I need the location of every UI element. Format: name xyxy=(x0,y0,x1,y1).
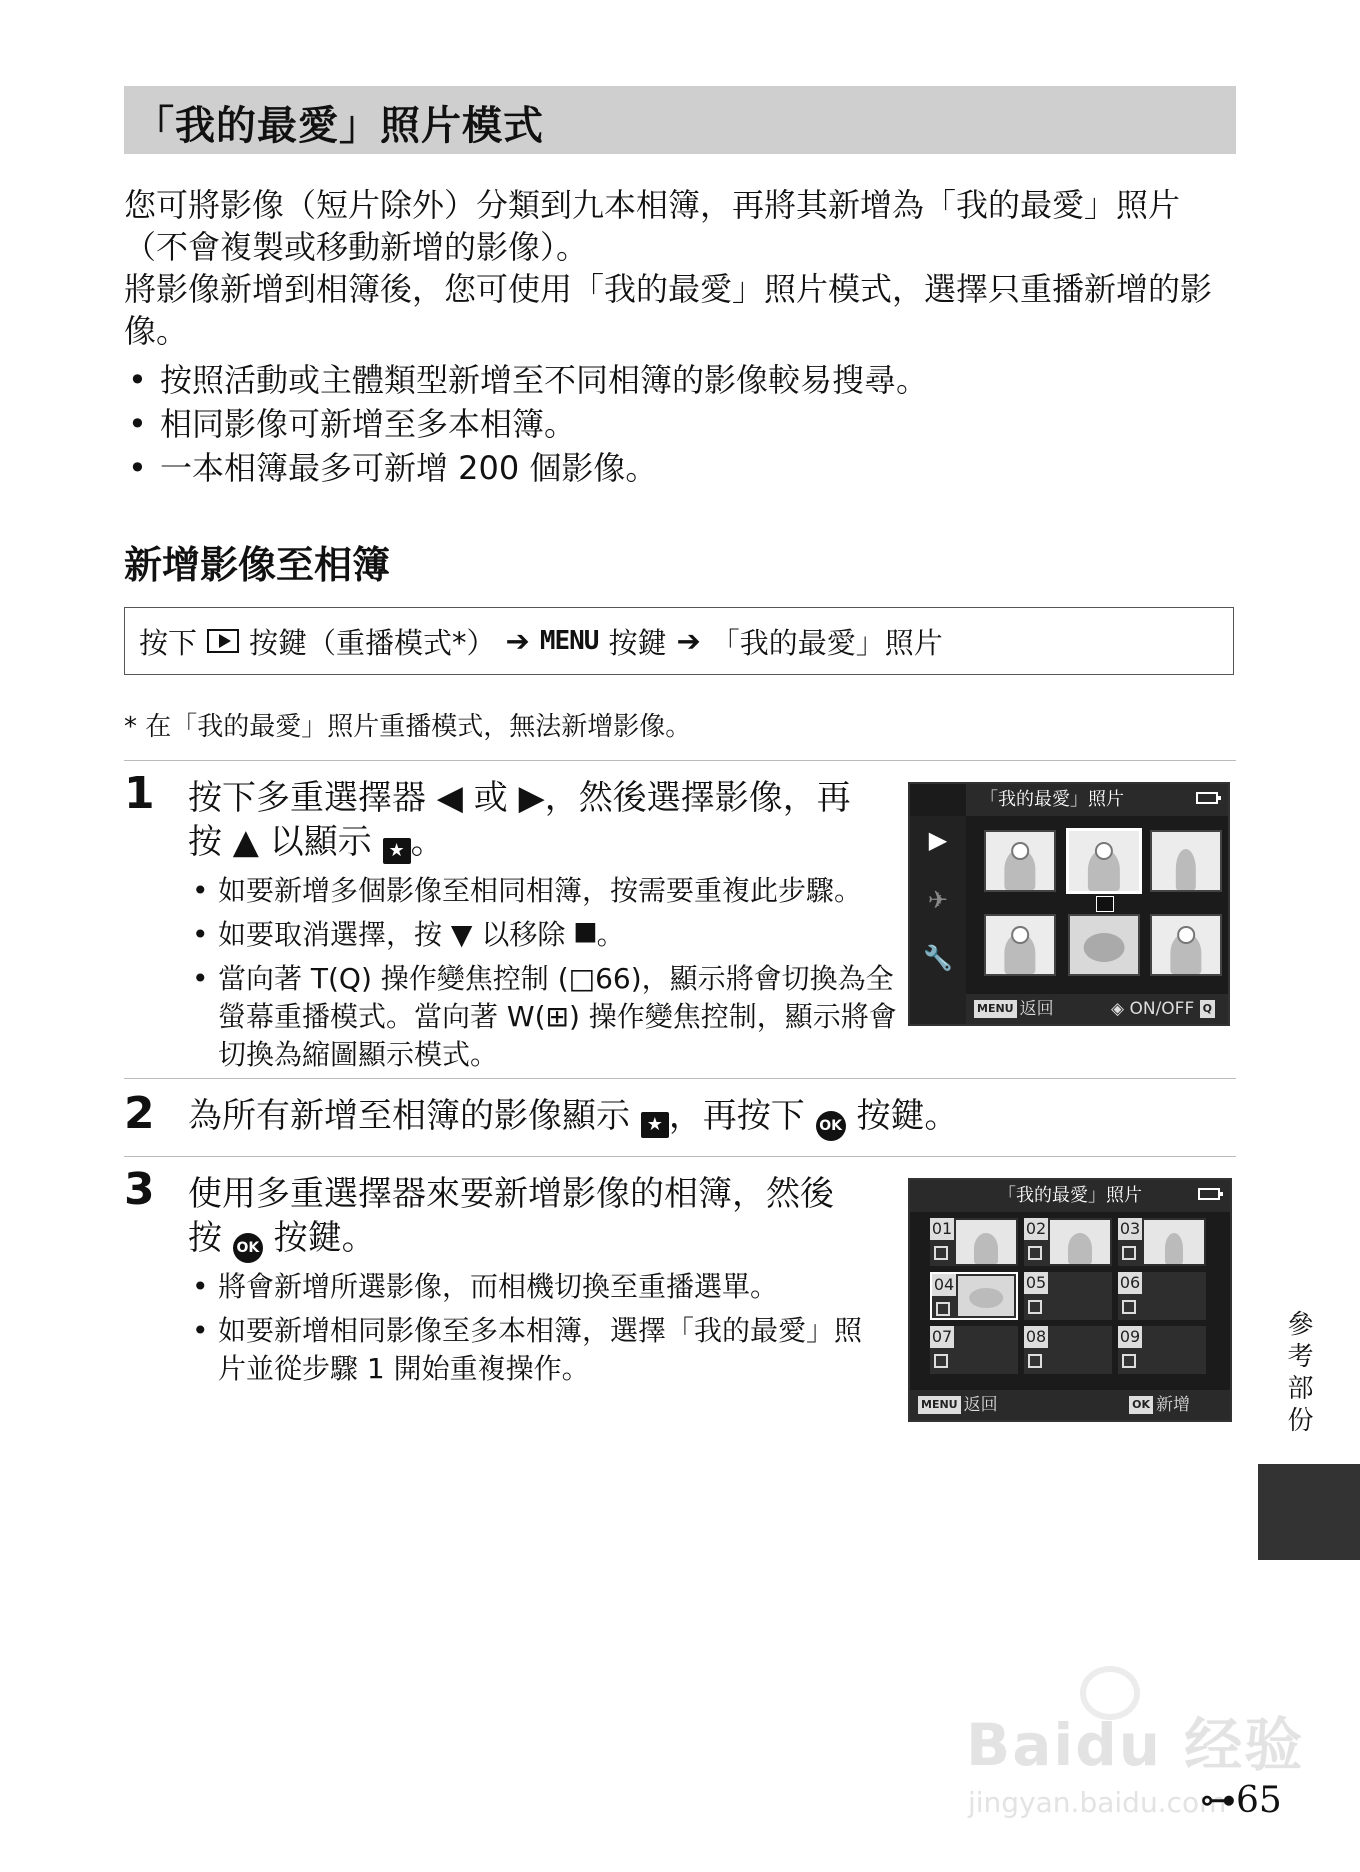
divider xyxy=(124,760,1236,761)
footer-add-text: 新增 xyxy=(1156,1395,1190,1415)
menu-key-label: MENU xyxy=(539,626,599,656)
page-title: 「我的最愛」照片模式 xyxy=(134,103,544,149)
step-1-line2 xyxy=(188,820,898,864)
camera-screen-2 xyxy=(908,1178,1232,1422)
step-1-line1: 按下多重選擇器 ◀ 或 ▶，然後選擇影像，再 xyxy=(188,778,851,818)
satellite-icon: ✈ xyxy=(927,886,949,914)
ok-badge-icon: OK xyxy=(1129,1396,1153,1414)
album-slot-selected[interactable] xyxy=(930,1272,1018,1320)
album-checkbox[interactable] xyxy=(936,1302,950,1316)
list-item: • 如要取消選擇，按 ▼ 以移除 ⯀。 xyxy=(188,916,898,954)
album-number: 05 xyxy=(1025,1273,1047,1292)
step-3-line2-b: 按鍵。 xyxy=(273,1218,376,1258)
footer-add-label xyxy=(1129,1390,1190,1420)
list-item: • 一本相簿最多可新增 200 個影像。 xyxy=(124,446,1236,490)
page-number: ⊶65 xyxy=(1200,1780,1282,1821)
image-thumbnail-selected[interactable] xyxy=(1066,828,1142,894)
ok-button-icon: OK xyxy=(233,1233,263,1263)
album-thumbnail xyxy=(1144,1220,1204,1264)
menu-badge-icon: MENU xyxy=(918,1396,961,1414)
step-2-text xyxy=(188,1094,1228,1141)
album-checkbox[interactable] xyxy=(1028,1300,1042,1314)
album-number: 08 xyxy=(1025,1327,1047,1346)
list-item: • 當向著 T(Q) 操作變焦控制 (□66)，顯示將會切換為全螢幕重播模式。當向著 W(⊞) 操作變焦控制，顯示將會切換為縮圖顯示模式。 xyxy=(188,960,898,1074)
album-slot[interactable] xyxy=(1024,1218,1112,1266)
footer-onoff-label: ◈ ON/OFF Q xyxy=(1111,994,1218,1024)
path-press: 按下 xyxy=(139,625,198,660)
album-checkbox[interactable] xyxy=(934,1354,948,1368)
wrench-icon: 🔧 xyxy=(923,944,953,972)
watermark-logo: Baidu 经验 xyxy=(966,1711,1305,1779)
intro xyxy=(124,184,1236,352)
album-number: 09 xyxy=(1119,1327,1141,1346)
step-2-text-c: 按鍵。 xyxy=(856,1096,959,1136)
step-1-text xyxy=(188,776,898,864)
step-3-line2 xyxy=(188,1216,898,1263)
step-3-line1: 使用多重選擇器來要新增影像的相簿，然後 xyxy=(188,1174,834,1214)
album-checkbox[interactable] xyxy=(1028,1354,1042,1368)
album-checkbox[interactable] xyxy=(1028,1246,1042,1260)
list-item: • 將會新增所選影像，而相機切換至重播選單。 xyxy=(188,1268,888,1306)
album-thumbnail xyxy=(958,1276,1014,1316)
image-thumbnail[interactable] xyxy=(1068,914,1140,976)
step-3-notes xyxy=(188,1268,888,1394)
screen-footer xyxy=(966,994,1228,1024)
album-thumbnail xyxy=(956,1220,1016,1264)
step-1-number: 1 xyxy=(124,768,155,819)
album-number: 02 xyxy=(1025,1219,1047,1238)
album-slot[interactable] xyxy=(1118,1218,1206,1266)
footer-onoff-text: ON/OFF xyxy=(1129,999,1195,1019)
screen-footer xyxy=(910,1390,1230,1420)
list-item: • 如要新增相同影像至多本相簿，選擇「我的最愛」照片並從步驟 1 開始重複操作。 xyxy=(188,1312,888,1388)
favorite-mark-icon: ★ xyxy=(641,1112,669,1138)
album-number: 06 xyxy=(1119,1273,1141,1292)
battery-icon xyxy=(1196,792,1218,804)
play-icon: ▶ xyxy=(928,826,948,854)
album-checkbox[interactable] xyxy=(1122,1354,1136,1368)
image-thumbnail[interactable] xyxy=(984,914,1056,976)
album-checkbox[interactable] xyxy=(934,1246,948,1260)
intro-paragraph-1: 您可將影像（短片除外）分類到九本相簿，再將其新增為「我的最愛」照片（不會複製或移動新增的影像）。 xyxy=(124,186,1181,266)
list-item: • 按照活動或主體類型新增至不同相簿的影像較易搜尋。 xyxy=(124,358,1236,402)
album-checkbox[interactable] xyxy=(1122,1300,1136,1314)
image-thumbnail[interactable] xyxy=(1150,830,1222,892)
path-target: 「我的最愛」照片 xyxy=(710,625,943,660)
footer-back-label: 返回 xyxy=(1019,999,1054,1019)
ok-button-icon: OK xyxy=(816,1111,846,1141)
arrow-right-icon: ➔ xyxy=(676,624,701,658)
camera-screen-1 xyxy=(908,782,1230,1026)
step-3-number: 3 xyxy=(124,1164,155,1215)
favorite-mark-icon: ★ xyxy=(383,838,411,864)
step-1-line2-a: 按 ▲ 以顯示 xyxy=(188,822,372,862)
footnote: * 在「我的最愛」照片重播模式，無法新增影像。 xyxy=(124,712,692,742)
step-3-line2-a: 按 xyxy=(188,1218,222,1258)
album-number: 07 xyxy=(931,1327,953,1346)
section-side-label: 參考部份 xyxy=(1283,1310,1313,1438)
divider xyxy=(124,1156,1236,1157)
list-item: • 相同影像可新增至多本相簿。 xyxy=(124,402,1236,446)
screen-header: 「我的最愛」照片 xyxy=(966,784,1228,816)
step-2-text-a: 為所有新增至相簿的影像顯示 xyxy=(188,1096,630,1136)
album-slot[interactable] xyxy=(930,1326,1018,1374)
album-thumbnail xyxy=(1050,1220,1110,1264)
album-checkbox[interactable] xyxy=(1122,1246,1136,1260)
step-1-notes xyxy=(188,872,898,1080)
menu-path-box xyxy=(124,607,1234,675)
album-number: 04 xyxy=(933,1275,955,1294)
footer-back-label: 返回 xyxy=(963,1395,998,1415)
divider xyxy=(124,1078,1236,1079)
step-1-line2-b: 。 xyxy=(410,822,445,862)
intro-paragraph-2: 將影像新增到相簿後，您可使用「我的最愛」照片模式，選擇只重播新增的影像。 xyxy=(124,270,1213,350)
image-thumbnail[interactable] xyxy=(984,830,1056,892)
title-bar xyxy=(124,86,1236,154)
step-3-text xyxy=(188,1172,898,1263)
menu-badge-icon: MENU xyxy=(974,1000,1017,1018)
album-slot[interactable] xyxy=(1024,1326,1112,1374)
album-slot[interactable] xyxy=(1118,1326,1206,1374)
section-heading: 新增影像至相簿 xyxy=(124,543,391,587)
step-2-text-b: ，再按下 xyxy=(668,1096,805,1136)
list-item: • 如要新增多個影像至相同相簿，按需要重複此步驟。 xyxy=(188,872,898,910)
screen-header: 「我的最愛」照片 xyxy=(910,1180,1230,1212)
album-number: 03 xyxy=(1119,1219,1141,1238)
section-side-tab xyxy=(1258,1464,1360,1560)
album-slot[interactable] xyxy=(930,1218,1018,1266)
screen-sidebar xyxy=(910,816,966,1024)
battery-icon xyxy=(1198,1188,1220,1200)
album-number: 01 xyxy=(931,1219,953,1238)
path-key1: 按鍵（重播模式*） xyxy=(249,625,496,660)
feature-list xyxy=(124,358,1236,490)
arrow-right-icon: ➔ xyxy=(505,624,530,658)
play-icon xyxy=(207,629,239,653)
step-2-number: 2 xyxy=(124,1088,155,1139)
favorite-mark-icon xyxy=(1096,896,1114,912)
path-key2: 按鍵 xyxy=(608,625,667,660)
image-thumbnail[interactable] xyxy=(1150,914,1222,976)
watermark-url: jingyan.baidu.com xyxy=(968,1786,1227,1819)
album-slot[interactable] xyxy=(1118,1272,1206,1320)
zoom-icon: Q xyxy=(1200,1000,1215,1018)
album-slot[interactable] xyxy=(1024,1272,1112,1320)
